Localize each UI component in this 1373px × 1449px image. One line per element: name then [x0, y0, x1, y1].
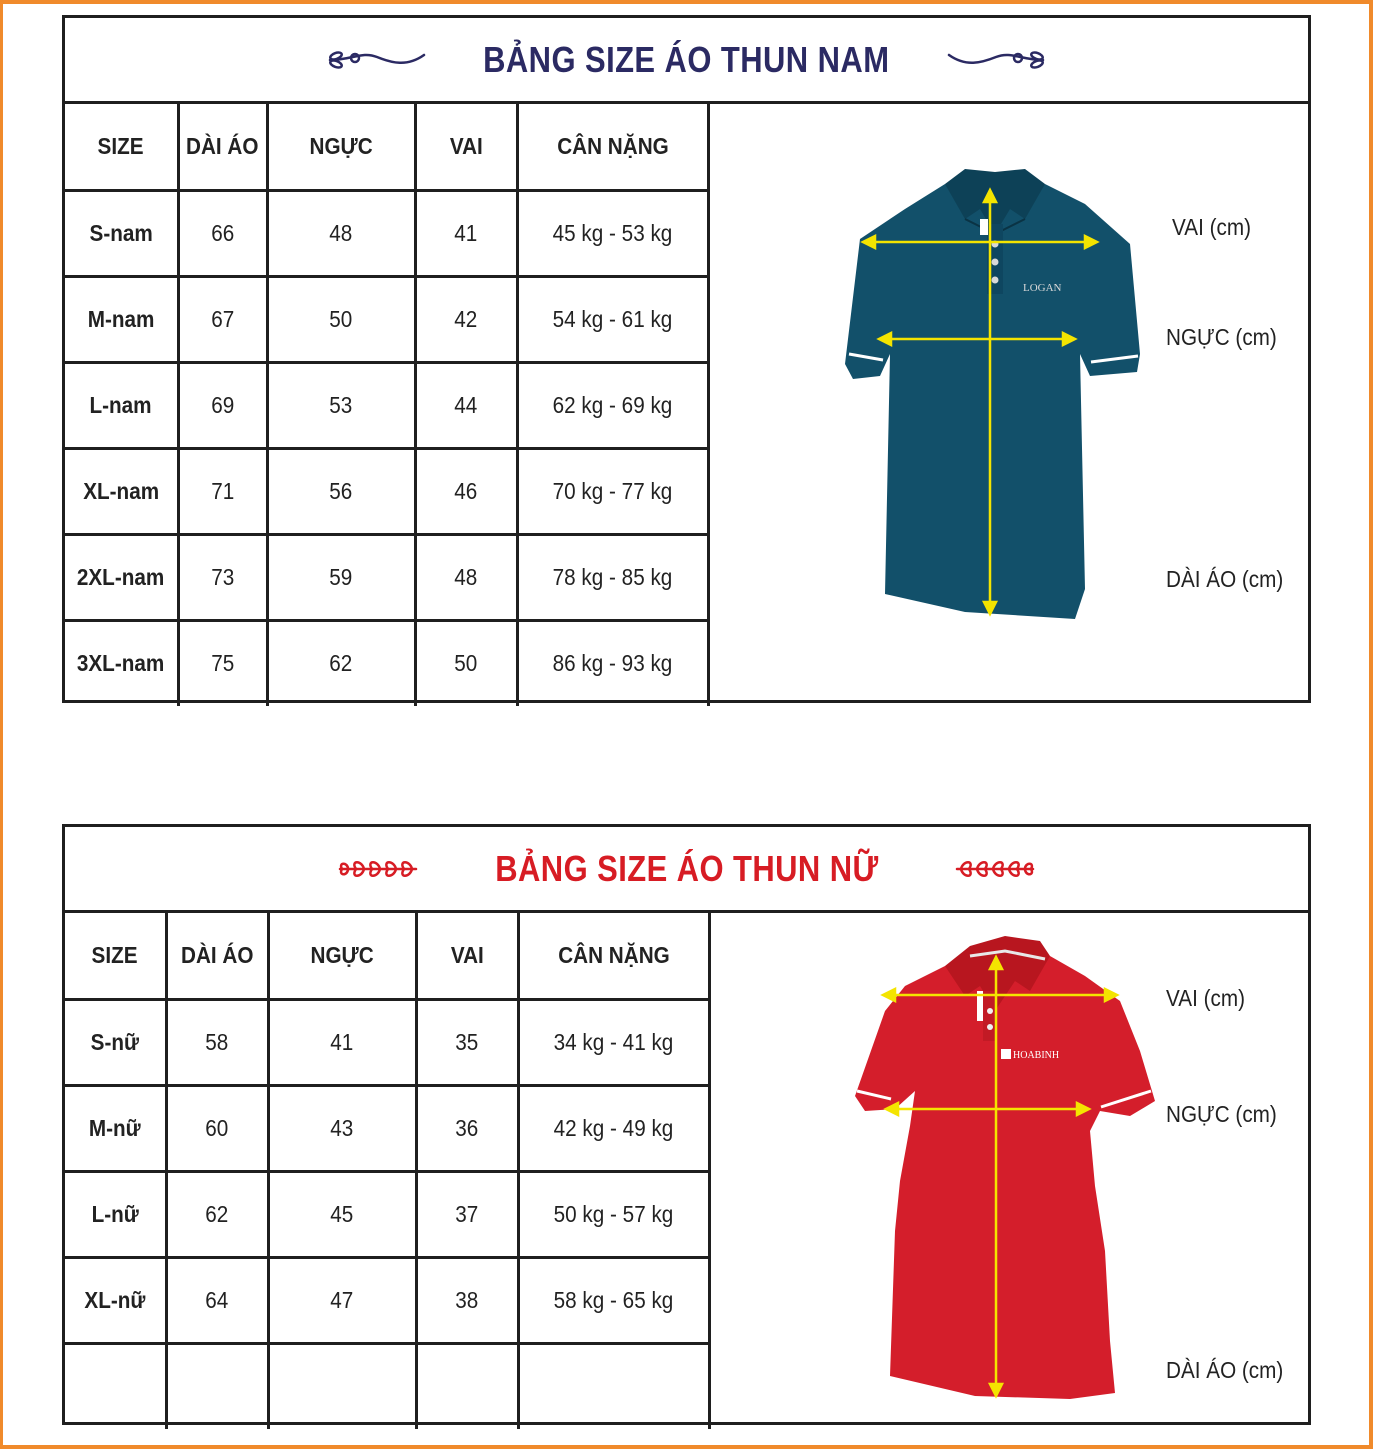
- women-size-table: [65, 913, 711, 1429]
- chest-cell: 56: [267, 448, 415, 534]
- chest-cell: 47: [268, 1257, 416, 1343]
- chest-cell: 62: [267, 620, 415, 706]
- weight-cell: 62 kg - 69 kg: [517, 362, 708, 448]
- size-cell: L-nữ: [65, 1171, 166, 1257]
- chest-cell: 50: [267, 276, 415, 362]
- shoulder-cell: 50: [415, 620, 517, 706]
- table-row: [65, 1085, 709, 1171]
- length-cell: 73: [178, 534, 267, 620]
- leaf-branch-left-icon: [336, 852, 446, 886]
- weight-cell: 45 kg - 53 kg: [517, 190, 708, 276]
- shoulder-cell: 35: [416, 999, 518, 1085]
- length-cell: 67: [178, 276, 267, 362]
- table-row: [65, 362, 708, 448]
- women-shirt-panel: [705, 913, 1308, 1422]
- header-size: SIZE: [65, 104, 178, 190]
- women-polo-shirt-icon: [855, 931, 1165, 1406]
- chest-cell: 59: [267, 534, 415, 620]
- chest-label: NGỰC (cm): [1166, 1101, 1277, 1127]
- weight-cell: 42 kg - 49 kg: [518, 1085, 709, 1171]
- length-cell: 69: [178, 362, 267, 448]
- length-label: DÀI ÁO (cm): [1166, 1357, 1284, 1383]
- weight-cell: [518, 1343, 709, 1429]
- table-header-row: [65, 104, 708, 190]
- svg-text:LOGAN: LOGAN: [1023, 282, 1062, 294]
- flourish-right-icon: [941, 43, 1051, 77]
- shoulder-cell: 36: [416, 1085, 518, 1171]
- weight-cell: 78 kg - 85 kg: [517, 534, 708, 620]
- table-row: [65, 620, 708, 706]
- size-cell: XL-nữ: [65, 1257, 166, 1343]
- length-cell: 64: [166, 1257, 268, 1343]
- header-chest: NGỰC: [268, 913, 416, 999]
- size-cell: 3XL-nam: [65, 620, 178, 706]
- size-cell: [65, 1343, 166, 1429]
- table-row: [65, 1171, 709, 1257]
- length-cell: 62: [166, 1171, 268, 1257]
- table-row: [65, 1257, 709, 1343]
- table-row: [65, 448, 708, 534]
- weight-cell: 34 kg - 41 kg: [518, 999, 709, 1085]
- chest-cell: 45: [268, 1171, 416, 1257]
- women-size-chart: [62, 824, 1311, 1425]
- chest-cell: 41: [268, 999, 416, 1085]
- men-title-bar: [65, 18, 1308, 104]
- length-cell: 60: [166, 1085, 268, 1171]
- shoulder-cell: [416, 1343, 518, 1429]
- chest-cell: 53: [267, 362, 415, 448]
- header-chest: NGỰC: [267, 104, 415, 190]
- header-weight: CÂN NẶNG: [517, 104, 708, 190]
- length-label: DÀI ÁO (cm): [1166, 566, 1284, 592]
- women-title-bar: [65, 827, 1308, 913]
- length-cell: 66: [178, 190, 267, 276]
- chest-cell: 43: [268, 1085, 416, 1171]
- shoulder-cell: 48: [415, 534, 517, 620]
- weight-cell: 70 kg - 77 kg: [517, 448, 708, 534]
- size-cell: S-nữ: [65, 999, 166, 1085]
- women-chart-title: BẢNG SIZE ÁO THUN NỮ: [494, 847, 879, 889]
- header-weight: CÂN NẶNG: [518, 913, 709, 999]
- size-cell: M-nam: [65, 276, 178, 362]
- shoulder-label: VAI (cm): [1166, 985, 1245, 1011]
- table-header-row: [65, 913, 709, 999]
- table-row: [65, 999, 709, 1085]
- svg-text:HOABINH: HOABINH: [1013, 1050, 1060, 1061]
- shoulder-cell: 37: [416, 1171, 518, 1257]
- chest-label: NGỰC (cm): [1166, 324, 1277, 350]
- men-polo-shirt-icon: [845, 164, 1155, 624]
- size-cell: S-nam: [65, 190, 178, 276]
- length-cell: 75: [178, 620, 267, 706]
- weight-cell: 54 kg - 61 kg: [517, 276, 708, 362]
- leaf-branch-right-icon: [927, 852, 1037, 886]
- men-chart-title: BẢNG SIZE ÁO THUN NAM: [483, 38, 890, 80]
- shoulder-cell: 46: [415, 448, 517, 534]
- length-cell: 58: [166, 999, 268, 1085]
- shoulder-cell: 41: [415, 190, 517, 276]
- shoulder-label: VAI (cm): [1172, 214, 1251, 240]
- men-shirt-panel: [705, 104, 1308, 700]
- men-size-chart: [62, 15, 1311, 703]
- length-cell: [166, 1343, 268, 1429]
- size-cell: M-nữ: [65, 1085, 166, 1171]
- header-length: DÀI ÁO: [166, 913, 268, 999]
- shoulder-cell: 44: [415, 362, 517, 448]
- header-size: SIZE: [65, 913, 166, 999]
- shoulder-cell: 38: [416, 1257, 518, 1343]
- table-row: [65, 534, 708, 620]
- header-length: DÀI ÁO: [178, 104, 267, 190]
- shoulder-cell: 42: [415, 276, 517, 362]
- table-row-empty: [65, 1343, 709, 1429]
- size-cell: XL-nam: [65, 448, 178, 534]
- length-cell: 71: [178, 448, 267, 534]
- weight-cell: 86 kg - 93 kg: [517, 620, 708, 706]
- header-shoulder: VAI: [415, 104, 517, 190]
- chest-cell: 48: [267, 190, 415, 276]
- weight-cell: 58 kg - 65 kg: [518, 1257, 709, 1343]
- flourish-left-icon: [322, 43, 432, 77]
- chest-cell: [268, 1343, 416, 1429]
- table-row: [65, 276, 708, 362]
- size-cell: L-nam: [65, 362, 178, 448]
- men-size-table: [65, 104, 710, 706]
- size-cell: 2XL-nam: [65, 534, 178, 620]
- header-shoulder: VAI: [416, 913, 518, 999]
- table-row: [65, 190, 708, 276]
- weight-cell: 50 kg - 57 kg: [518, 1171, 709, 1257]
